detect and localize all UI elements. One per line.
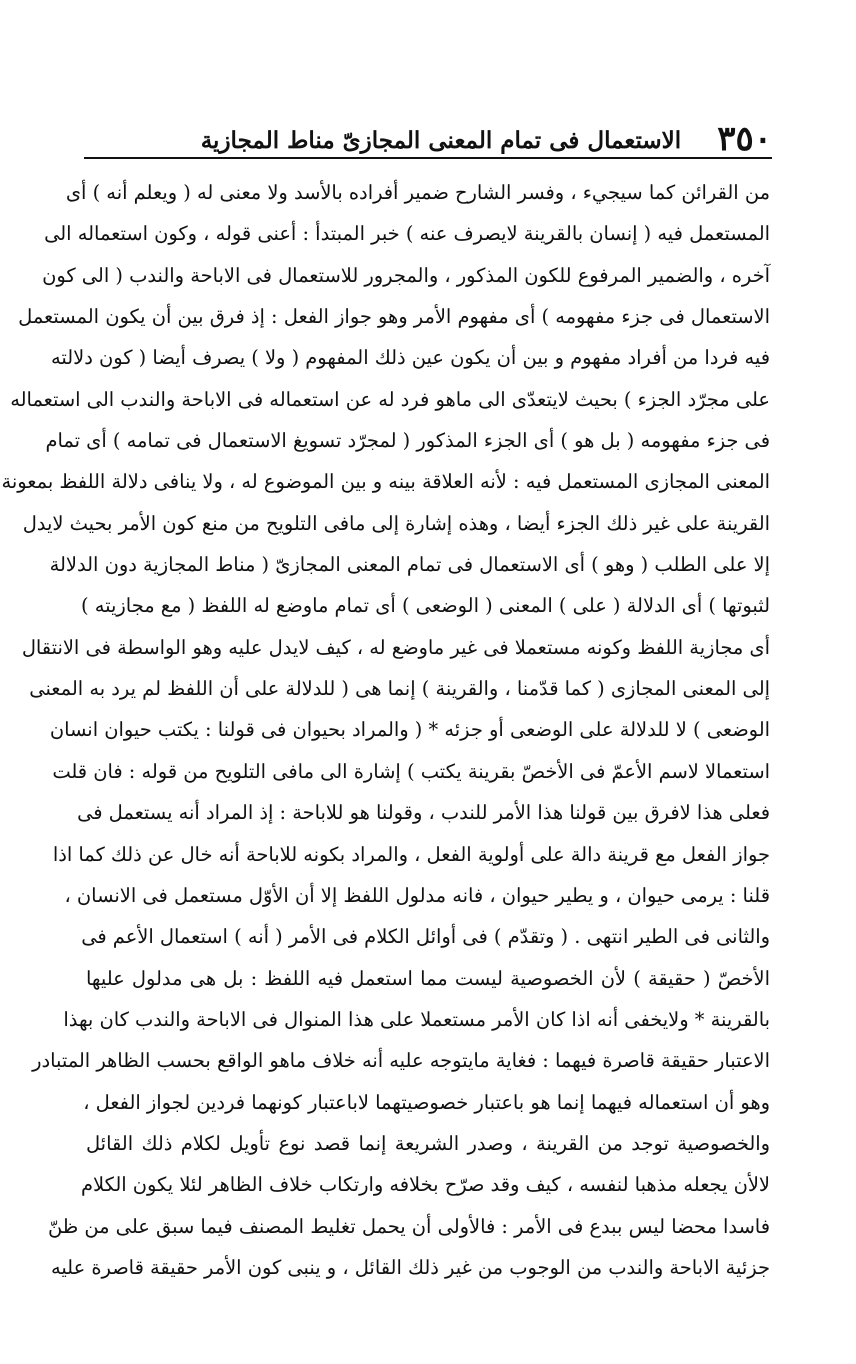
text-line: إلى المعنى المجازى ( كما قدّمنا ، والقرينة ) إنما هى ( للدلالة على أن اللفظ لم يرد به المعنى	[29, 677, 770, 701]
text-line: الوضعى ) لا للدلالة على الوضعى أو جزئه * ( والمراد بحيوان فى قولنا : يكتب حيوان انسان	[49, 718, 770, 742]
text-line: جواز الفعل مع قرينة دالة على أولوية الفعل ، والمراد بكونه للاباحة أنه خال عن ذلك كما اذا	[52, 842, 770, 866]
text-line: المعنى المجازى المستعمل فيه : لأنه العلاقة بينه و بين الموضوع له ، ولا ينافى دلالة اللفظ بمعونة	[1, 470, 770, 494]
text-line: المستعمل فيه ( إنسان بالقرينة لايصرف عنه ) خبر المبتدأ : أعنى قوله ، وكون استعماله الى	[44, 222, 770, 246]
text-line: لالأن يجعله مذهبا لنفسه ، كيف وقد صرّح بخلافه وارتكاب خلاف الظاهر لئلا يكون الكلام	[81, 1173, 770, 1197]
text-line: الأخصّ ( حقيقة ) لأن الخصوصية ليست مما استعمل فيه اللفظ : بل هى مدلول عليها	[86, 966, 770, 990]
page-header	[84, 106, 772, 159]
header-rule	[84, 157, 772, 159]
text-line: أى مجازية اللفظ وكونه مستعملا فى غير ماوضع له ، كيف لايدل عليه وهو الواسطة فى الانتقال	[21, 635, 770, 659]
text-line: والثانى فى الطير انتهى . ( وتقدّم ) فى أوائل الكلام فى الأمر ( أنه ) استعمال الأعم فى	[81, 925, 770, 949]
text-line: القرينة على غير ذلك الجزء أيضا ، وهذه إشارة إلى مافى التلويح من منع كون الأمر بحيث لايدل	[22, 511, 770, 535]
text-line: آخره ، والضمير المرفوع للكون المذكور ، والمجرور للاستعمال فى الاباحة والندب ( الى كون	[42, 263, 770, 287]
running-head: الاستعمال فى تمام المعنى المجازىّ مناط المجازية	[200, 127, 682, 154]
text-line: فعلى هذا لافرق بين قولنا هذا الأمر للندب ، وقولنا هو للاباحة : إذ المراد أنه يستعمل فى	[77, 801, 770, 825]
text-line: بالقرينة * ولايخفى أنه اذا كان الأمر مستعملا على هذا المنوال فى الاباحة والندب كان بهذا	[63, 1007, 770, 1031]
text-line: الاعتبار حقيقة قاصرة فيهما : فغاية مايتوجه عليه أنه خلاف ماهو الواقع بحسب الظاهر المتبادر	[32, 1049, 770, 1073]
text-line: فى جزء مفهومه ( بل هو ) أى الجزء المذكور ( لمجرّد تسويغ الاستعمال فى تمامه ) أى تمام	[45, 429, 770, 453]
text-line: جزئية الاباحة والندب من الوجوب من غير ذلك القائل ، و ينبى كون الأمر حقيقة قاصرة عليه	[50, 1255, 770, 1279]
page-number: ٣٥٠	[717, 119, 772, 159]
text-line: الاستعمال فى جزء مفهومه ) أى مفهوم الأمر وهو جواز الفعل : إذ فرق بين أن يكون المستعمل	[18, 305, 770, 329]
text-line: والخصوصية توجد من القرينة ، وصدر الشريعة إنما قصد نوع تأويل لكلام ذلك القائل	[86, 1131, 770, 1155]
text-line: فيه فردا من أفراد مفهوم و بين أن يكون عين ذلك المفهوم ( ولا ) يصرف أيضا ( كون دلالته	[51, 346, 770, 370]
text-line: إلا على الطلب ( وهو ) أى الاستعمال فى تمام المعنى المجازىّ ( مناط المجازية دون الدلالة	[49, 553, 770, 577]
text-line: لثبوتها ) أى الدلالة ( على ) المعنى ( الوضعى ) أى تمام ماوضع له اللفظ ( مع مجازيته )	[81, 594, 770, 618]
text-line: فاسدا محضا ليس ببدع فى الأمر : فالأولى أن يحمل تغليط المصنف فيما سبق على من ظنّ	[48, 1214, 770, 1238]
text-line: من القرائن كما سيجيء ، وفسر الشارح ضمير أفراده بالأسد ولا معنى له ( ويعلم أنه ) أى	[65, 181, 770, 204]
text-line: استعمالا لاسم الأعمّ فى الأخصّ بقرينة يكتب ) إشارة الى مافى التلويح من قوله : فان قلت	[52, 759, 770, 783]
body-text	[1, 172, 770, 1288]
text-line: قلنا : يرمى حيوان ، و يطير حيوان ، فانه مدلول اللفظ إلا أن الأوّل مستعمل فى الانسان ،	[64, 883, 770, 907]
text-line: على مجرّد الجزء ) بحيث لايتعدّى الى ماهو فرد له عن استعماله فى الاباحة والندب الى استعماله	[10, 387, 770, 411]
text-line: وهو أن استعماله فيهما إنما هو باعتبار خصوصيتهما لاباعتبار كونهما فردين لجواز الفعل ،	[83, 1090, 770, 1114]
